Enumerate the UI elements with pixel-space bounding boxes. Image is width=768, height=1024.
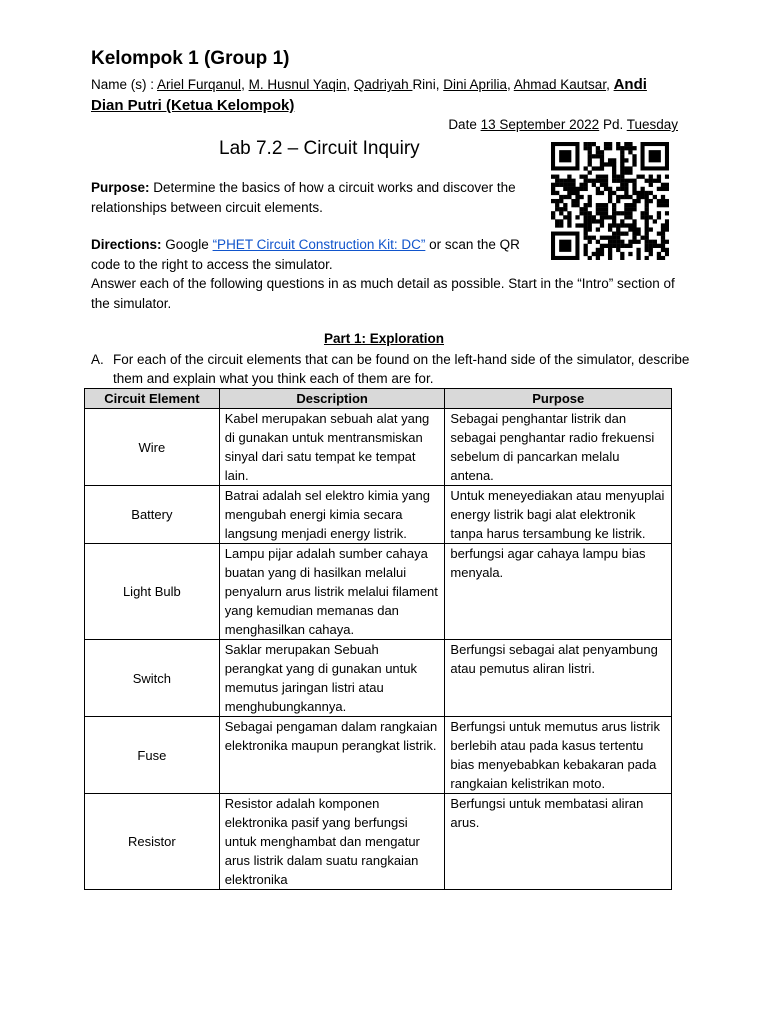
phet-link[interactable]: “PHET Circuit Construction Kit: DC”	[212, 237, 426, 252]
column-header: Circuit Element	[85, 389, 220, 409]
description-cell: Kabel merupakan sebuah alat yang di gunakan untuk mentransmiskan sinyal dari satu tempat ke tempat lain.	[219, 409, 445, 486]
purpose-paragraph	[91, 178, 521, 218]
pd-label: Pd.	[599, 117, 627, 132]
element-cell: Switch	[85, 640, 220, 717]
purpose-cell: Untuk meneyediakan atau menyuplai energy listrik bagi alat elektronik tanpa harus tersambung ke listrik.	[445, 486, 672, 544]
directions-post: or scan the QR code to the right to access the simulator.	[91, 237, 520, 272]
circuit-elements-table	[84, 388, 672, 890]
purpose-cell: Berfungsi untuk membatasi aliran arus.	[445, 794, 672, 890]
member-name: Ariel Furqanul	[157, 77, 242, 92]
table-row	[85, 409, 672, 486]
pd-value: Tuesday	[626, 117, 678, 132]
answer-instructions: Answer each of the following questions in as much detail as possible. Start in the “Intro” section of the simulator.	[91, 276, 675, 311]
question-a	[91, 350, 691, 388]
member-name: M. Husnul Yaqin	[248, 77, 347, 92]
member-name: Qadriyah	[353, 77, 413, 92]
member-name: Ahmad Kautsar	[513, 77, 607, 92]
description-cell: Lampu pijar adalah sumber cahaya buatan yang di hasilkan melalui penyalurn arus listrik melalui filament yang kemudian memanas dan menghasilkan cahaya.	[219, 544, 445, 640]
table-row	[85, 544, 672, 640]
element-cell: Wire	[85, 409, 220, 486]
qr-code-icon	[551, 142, 669, 260]
description-cell: Sebagai pengaman dalam rangkaian elektronika maupun perangkat listrik.	[219, 717, 445, 794]
directions-label: Directions:	[91, 237, 162, 252]
lab-title: Lab 7.2 – Circuit Inquiry	[219, 138, 420, 159]
group-leader: Andi Dian Putri (Ketua Kelompok)	[91, 76, 647, 114]
question-text: For each of the circuit elements that can be found on the left-hand side of the simulator, describe them and explain what you think each of them are for.	[113, 352, 690, 386]
date-line	[448, 117, 678, 132]
table-header-row	[85, 389, 672, 409]
purpose-cell: berfungsi agar cahaya lampu bias menyala.	[445, 544, 672, 640]
table-row	[85, 794, 672, 890]
purpose-cell: Berfungsi untuk memutus arus listrik berlebih atau pada kasus tertentu bias menyebabkan kebakaran pada rangkaian kelistrikan moto.	[445, 717, 672, 794]
description-cell: Saklar merupakan Sebuah perangkat yang di gunakan untuk memutus jaringan listri atau menghubungkannya.	[219, 640, 445, 717]
directions-pre: Google	[161, 237, 213, 252]
directions-paragraph	[91, 235, 521, 275]
description-cell: Batrai adalah sel elektro kimia yang mengubah energi kimia secara langsung menjadi energy listrik.	[219, 486, 445, 544]
question-label: A.	[91, 352, 104, 367]
part-heading: Part 1: Exploration	[323, 331, 445, 346]
element-cell: Fuse	[85, 717, 220, 794]
group-members: Name (s) : Ariel Furqanul, M. Husnul Yaqin, Qadriyah Rini, Dini Aprilia, Ahmad Kautsar, Andi Dian Putri (Ketua Kelompok)	[91, 76, 647, 114]
purpose-label: Purpose:	[91, 180, 150, 195]
column-header: Description	[219, 389, 445, 409]
table-row	[85, 717, 672, 794]
element-cell: Light Bulb	[85, 544, 220, 640]
table-row	[85, 640, 672, 717]
purpose-cell: Sebagai penghantar listrik dan sebagai penghantar radio frekuensi sebelum di pancarkan melalu antena.	[445, 409, 672, 486]
element-cell: Resistor	[85, 794, 220, 890]
description-cell: Resistor adalah komponen elektronika pasif yang berfungsi untuk menghambat dan mengatur arus listrik dalam suatu rangkaian elektronika	[219, 794, 445, 890]
member-name: Rini	[412, 77, 436, 92]
purpose-cell: Berfungsi sebagai alat penyambung atau pemutus aliran listri.	[445, 640, 672, 717]
names-label: Name (s) :	[91, 77, 158, 92]
purpose-text: Determine the basics of how a circuit works and discover the relationships between circuit elements.	[91, 180, 516, 215]
date-label: Date	[448, 117, 481, 132]
table-row	[85, 486, 672, 544]
member-name: Dini Aprilia	[443, 77, 507, 92]
date-value: 13 September 2022	[480, 117, 600, 132]
document-title: Kelompok 1 (Group 1)	[91, 48, 290, 69]
column-header: Purpose	[445, 389, 672, 409]
element-cell: Battery	[85, 486, 220, 544]
